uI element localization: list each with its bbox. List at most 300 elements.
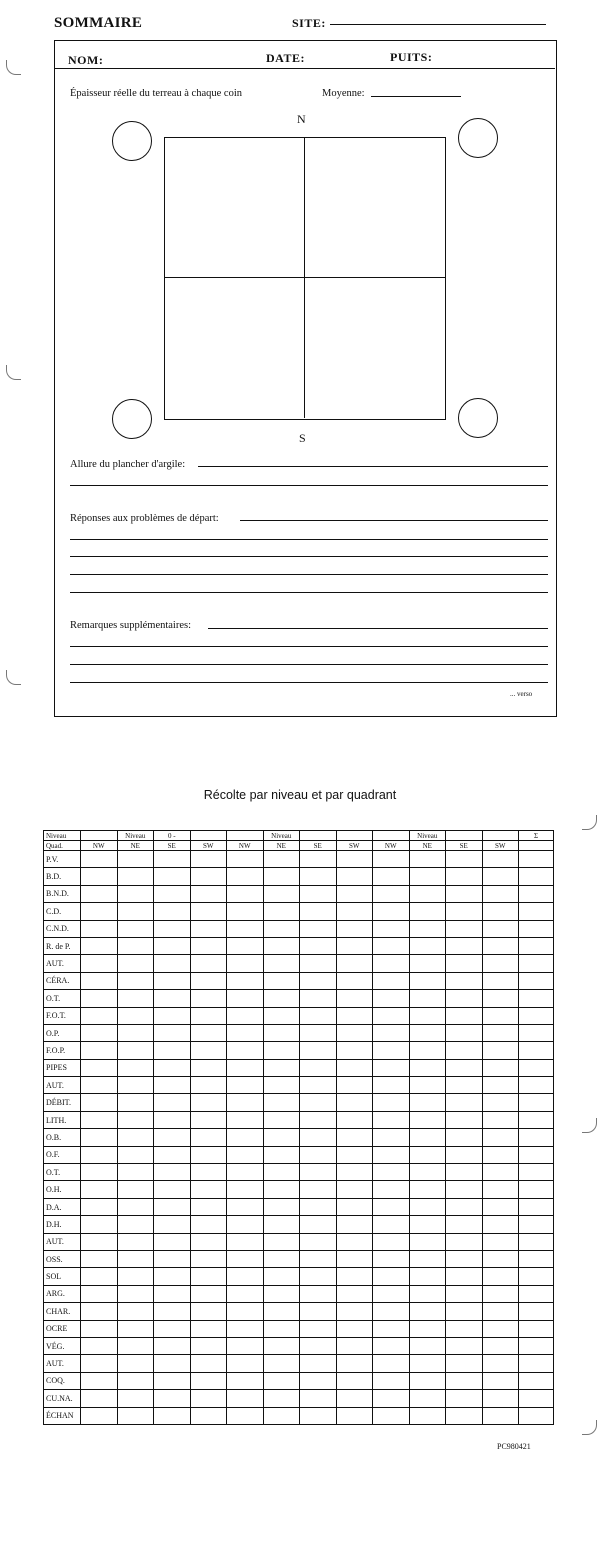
data-cell[interactable]: [117, 990, 154, 1007]
data-cell[interactable]: [446, 1390, 483, 1407]
data-cell[interactable]: [227, 851, 264, 868]
data-cell[interactable]: [227, 1007, 264, 1024]
data-cell[interactable]: [263, 1303, 300, 1320]
data-cell[interactable]: [227, 868, 264, 885]
data-cell[interactable]: [190, 1164, 227, 1181]
data-cell[interactable]: [446, 972, 483, 989]
data-cell[interactable]: [81, 937, 118, 954]
data-cell[interactable]: [336, 1007, 373, 1024]
data-cell[interactable]: [117, 937, 154, 954]
data-cell[interactable]: [409, 1007, 446, 1024]
data-cell[interactable]: [409, 1407, 446, 1424]
data-cell[interactable]: [190, 1337, 227, 1354]
data-cell[interactable]: [519, 1042, 554, 1059]
data-cell[interactable]: [154, 1407, 191, 1424]
data-cell[interactable]: [409, 1390, 446, 1407]
data-cell[interactable]: [227, 937, 264, 954]
data-cell[interactable]: [227, 920, 264, 937]
data-cell[interactable]: [227, 1250, 264, 1267]
data-cell[interactable]: [81, 1390, 118, 1407]
data-cell[interactable]: [190, 1268, 227, 1285]
data-cell[interactable]: [227, 1024, 264, 1041]
data-cell[interactable]: [117, 1337, 154, 1354]
data-cell[interactable]: [409, 1164, 446, 1181]
data-cell[interactable]: [482, 1042, 519, 1059]
data-cell[interactable]: [190, 885, 227, 902]
data-cell[interactable]: [227, 1164, 264, 1181]
data-cell[interactable]: [300, 1094, 337, 1111]
data-cell[interactable]: [519, 885, 554, 902]
data-cell[interactable]: [300, 1407, 337, 1424]
data-cell[interactable]: [263, 1250, 300, 1267]
data-cell[interactable]: [117, 868, 154, 885]
data-cell[interactable]: [190, 1024, 227, 1041]
data-cell[interactable]: [300, 990, 337, 1007]
data-cell[interactable]: [190, 1111, 227, 1128]
data-cell[interactable]: [300, 885, 337, 902]
data-cell[interactable]: [336, 1372, 373, 1389]
data-cell[interactable]: [446, 903, 483, 920]
data-cell[interactable]: [263, 1268, 300, 1285]
data-cell[interactable]: [446, 1129, 483, 1146]
data-cell[interactable]: [117, 1390, 154, 1407]
data-cell[interactable]: [336, 1337, 373, 1354]
data-cell[interactable]: [409, 955, 446, 972]
data-cell[interactable]: [117, 885, 154, 902]
data-cell[interactable]: [300, 1233, 337, 1250]
data-cell[interactable]: [409, 1059, 446, 1076]
data-cell[interactable]: [154, 1094, 191, 1111]
data-cell[interactable]: [117, 1077, 154, 1094]
data-cell[interactable]: [519, 1390, 554, 1407]
data-cell[interactable]: [190, 1320, 227, 1337]
data-cell[interactable]: [336, 1129, 373, 1146]
data-cell[interactable]: [263, 955, 300, 972]
data-cell[interactable]: [154, 1198, 191, 1215]
data-cell[interactable]: [300, 1198, 337, 1215]
data-cell[interactable]: [519, 972, 554, 989]
data-cell[interactable]: [190, 1285, 227, 1302]
data-cell[interactable]: [519, 1250, 554, 1267]
data-cell[interactable]: [81, 1216, 118, 1233]
data-cell[interactable]: [519, 1355, 554, 1372]
data-cell[interactable]: [300, 1146, 337, 1163]
data-cell[interactable]: [446, 1320, 483, 1337]
data-cell[interactable]: [446, 1146, 483, 1163]
data-cell[interactable]: [81, 851, 118, 868]
data-cell[interactable]: [81, 1007, 118, 1024]
answers-field[interactable]: [240, 520, 548, 521]
data-cell[interactable]: [190, 972, 227, 989]
data-cell[interactable]: [373, 1355, 410, 1372]
data-cell[interactable]: [373, 1077, 410, 1094]
data-cell[interactable]: [409, 1250, 446, 1267]
data-cell[interactable]: [81, 1146, 118, 1163]
data-cell[interactable]: [482, 1094, 519, 1111]
data-cell[interactable]: [482, 1285, 519, 1302]
data-cell[interactable]: [482, 1146, 519, 1163]
data-cell[interactable]: [446, 1303, 483, 1320]
data-cell[interactable]: [190, 1233, 227, 1250]
data-cell[interactable]: [154, 1355, 191, 1372]
data-cell[interactable]: [446, 1059, 483, 1076]
data-cell[interactable]: [482, 972, 519, 989]
data-cell[interactable]: [117, 1111, 154, 1128]
data-cell[interactable]: [482, 1337, 519, 1354]
data-cell[interactable]: [482, 1077, 519, 1094]
data-cell[interactable]: [81, 1181, 118, 1198]
data-cell[interactable]: [81, 1129, 118, 1146]
data-cell[interactable]: [373, 937, 410, 954]
data-cell[interactable]: [117, 1268, 154, 1285]
data-cell[interactable]: [300, 1372, 337, 1389]
data-cell[interactable]: [227, 1390, 264, 1407]
data-cell[interactable]: [409, 885, 446, 902]
data-cell[interactable]: [154, 1007, 191, 1024]
data-cell[interactable]: [482, 937, 519, 954]
data-cell[interactable]: [154, 1268, 191, 1285]
data-cell[interactable]: [154, 972, 191, 989]
data-cell[interactable]: [336, 885, 373, 902]
data-cell[interactable]: [300, 1164, 337, 1181]
data-cell[interactable]: [81, 1407, 118, 1424]
data-cell[interactable]: [409, 937, 446, 954]
data-cell[interactable]: [117, 1094, 154, 1111]
data-cell[interactable]: [373, 885, 410, 902]
site-field[interactable]: [330, 24, 546, 25]
data-cell[interactable]: [81, 1233, 118, 1250]
data-cell[interactable]: [263, 1390, 300, 1407]
data-cell[interactable]: [227, 1407, 264, 1424]
data-cell[interactable]: [446, 1285, 483, 1302]
data-cell[interactable]: [190, 851, 227, 868]
data-cell[interactable]: [154, 1181, 191, 1198]
data-cell[interactable]: [81, 1164, 118, 1181]
data-cell[interactable]: [519, 1094, 554, 1111]
data-cell[interactable]: [190, 903, 227, 920]
data-cell[interactable]: [482, 1024, 519, 1041]
data-cell[interactable]: [409, 1198, 446, 1215]
data-cell[interactable]: [190, 1198, 227, 1215]
data-cell[interactable]: [154, 851, 191, 868]
data-cell[interactable]: [300, 1129, 337, 1146]
data-cell[interactable]: [154, 1024, 191, 1041]
data-cell[interactable]: [300, 1320, 337, 1337]
data-cell[interactable]: [336, 1285, 373, 1302]
answers-field[interactable]: [70, 592, 548, 593]
data-cell[interactable]: [373, 1059, 410, 1076]
data-cell[interactable]: [263, 972, 300, 989]
data-cell[interactable]: [300, 972, 337, 989]
data-cell[interactable]: [117, 1146, 154, 1163]
data-cell[interactable]: [409, 1372, 446, 1389]
data-cell[interactable]: [300, 1042, 337, 1059]
data-cell[interactable]: [482, 1390, 519, 1407]
data-cell[interactable]: [373, 1129, 410, 1146]
data-cell[interactable]: [263, 1146, 300, 1163]
data-cell[interactable]: [336, 1407, 373, 1424]
data-cell[interactable]: [336, 1320, 373, 1337]
data-cell[interactable]: [300, 1355, 337, 1372]
data-cell[interactable]: [446, 1268, 483, 1285]
data-cell[interactable]: [336, 1268, 373, 1285]
data-cell[interactable]: [190, 1181, 227, 1198]
data-cell[interactable]: [446, 1216, 483, 1233]
data-cell[interactable]: [154, 990, 191, 1007]
data-cell[interactable]: [81, 1024, 118, 1041]
data-cell[interactable]: [263, 1233, 300, 1250]
data-cell[interactable]: [373, 920, 410, 937]
data-cell[interactable]: [373, 1146, 410, 1163]
remarks-field[interactable]: [70, 664, 548, 665]
data-cell[interactable]: [336, 868, 373, 885]
data-cell[interactable]: [446, 1233, 483, 1250]
data-cell[interactable]: [227, 955, 264, 972]
data-cell[interactable]: [81, 1337, 118, 1354]
data-cell[interactable]: [227, 1181, 264, 1198]
data-cell[interactable]: [519, 937, 554, 954]
data-cell[interactable]: [263, 920, 300, 937]
clay-floor-field[interactable]: [198, 466, 548, 467]
remarks-field[interactable]: [70, 646, 548, 647]
data-cell[interactable]: [300, 1007, 337, 1024]
data-cell[interactable]: [373, 1268, 410, 1285]
data-cell[interactable]: [336, 1146, 373, 1163]
data-cell[interactable]: [336, 903, 373, 920]
data-cell[interactable]: [336, 1303, 373, 1320]
data-cell[interactable]: [263, 1129, 300, 1146]
remarks-field[interactable]: [208, 628, 548, 629]
data-cell[interactable]: [519, 1233, 554, 1250]
data-cell[interactable]: [227, 1094, 264, 1111]
data-cell[interactable]: [409, 1285, 446, 1302]
data-cell[interactable]: [482, 1268, 519, 1285]
data-cell[interactable]: [190, 1077, 227, 1094]
data-cell[interactable]: [519, 1198, 554, 1215]
data-cell[interactable]: [81, 1111, 118, 1128]
data-cell[interactable]: [300, 1268, 337, 1285]
data-cell[interactable]: [446, 1077, 483, 1094]
data-cell[interactable]: [446, 990, 483, 1007]
data-cell[interactable]: [154, 1285, 191, 1302]
data-cell[interactable]: [154, 1129, 191, 1146]
data-cell[interactable]: [117, 1216, 154, 1233]
data-cell[interactable]: [227, 1233, 264, 1250]
data-cell[interactable]: [190, 1390, 227, 1407]
data-cell[interactable]: [81, 1042, 118, 1059]
data-cell[interactable]: [190, 1007, 227, 1024]
data-cell[interactable]: [446, 1250, 483, 1267]
data-cell[interactable]: [300, 1024, 337, 1041]
data-cell[interactable]: [227, 1268, 264, 1285]
data-cell[interactable]: [409, 1094, 446, 1111]
data-cell[interactable]: [227, 1129, 264, 1146]
data-cell[interactable]: [227, 990, 264, 1007]
data-cell[interactable]: [373, 990, 410, 1007]
data-cell[interactable]: [519, 1024, 554, 1041]
data-cell[interactable]: [300, 955, 337, 972]
data-cell[interactable]: [446, 1198, 483, 1215]
data-cell[interactable]: [373, 1181, 410, 1198]
data-cell[interactable]: [336, 851, 373, 868]
data-cell[interactable]: [117, 1320, 154, 1337]
data-cell[interactable]: [373, 903, 410, 920]
data-cell[interactable]: [263, 1007, 300, 1024]
data-cell[interactable]: [519, 1303, 554, 1320]
data-cell[interactable]: [336, 1181, 373, 1198]
data-cell[interactable]: [409, 1216, 446, 1233]
data-cell[interactable]: [519, 1111, 554, 1128]
data-cell[interactable]: [482, 1372, 519, 1389]
average-field[interactable]: [371, 96, 461, 97]
data-cell[interactable]: [336, 1390, 373, 1407]
data-cell[interactable]: [81, 1268, 118, 1285]
data-cell[interactable]: [227, 1111, 264, 1128]
data-cell[interactable]: [336, 972, 373, 989]
data-cell[interactable]: [81, 1094, 118, 1111]
data-cell[interactable]: [227, 1372, 264, 1389]
data-cell[interactable]: [482, 1059, 519, 1076]
data-cell[interactable]: [482, 1250, 519, 1267]
data-cell[interactable]: [519, 1059, 554, 1076]
data-cell[interactable]: [482, 1164, 519, 1181]
data-cell[interactable]: [227, 1285, 264, 1302]
data-cell[interactable]: [482, 1303, 519, 1320]
data-cell[interactable]: [154, 1250, 191, 1267]
data-cell[interactable]: [117, 1303, 154, 1320]
data-cell[interactable]: [190, 1372, 227, 1389]
answers-field[interactable]: [70, 539, 548, 540]
data-cell[interactable]: [336, 1355, 373, 1372]
data-cell[interactable]: [81, 903, 118, 920]
data-cell[interactable]: [336, 1094, 373, 1111]
data-cell[interactable]: [300, 903, 337, 920]
data-cell[interactable]: [227, 1337, 264, 1354]
data-cell[interactable]: [336, 955, 373, 972]
data-cell[interactable]: [336, 1216, 373, 1233]
data-cell[interactable]: [154, 1077, 191, 1094]
data-cell[interactable]: [300, 1181, 337, 1198]
data-cell[interactable]: [190, 1407, 227, 1424]
data-cell[interactable]: [154, 903, 191, 920]
data-cell[interactable]: [263, 851, 300, 868]
data-cell[interactable]: [117, 1233, 154, 1250]
data-cell[interactable]: [482, 1216, 519, 1233]
data-cell[interactable]: [263, 1059, 300, 1076]
data-cell[interactable]: [519, 1129, 554, 1146]
data-cell[interactable]: [263, 1337, 300, 1354]
data-cell[interactable]: [373, 1390, 410, 1407]
data-cell[interactable]: [373, 1007, 410, 1024]
data-cell[interactable]: [482, 1129, 519, 1146]
data-cell[interactable]: [373, 1042, 410, 1059]
data-cell[interactable]: [446, 1007, 483, 1024]
data-cell[interactable]: [482, 955, 519, 972]
data-cell[interactable]: [446, 868, 483, 885]
data-cell[interactable]: [446, 1355, 483, 1372]
data-cell[interactable]: [373, 1164, 410, 1181]
data-cell[interactable]: [482, 903, 519, 920]
data-cell[interactable]: [409, 1303, 446, 1320]
data-cell[interactable]: [336, 1233, 373, 1250]
data-cell[interactable]: [154, 1164, 191, 1181]
data-cell[interactable]: [263, 885, 300, 902]
data-cell[interactable]: [336, 920, 373, 937]
data-cell[interactable]: [81, 972, 118, 989]
data-cell[interactable]: [519, 1268, 554, 1285]
data-cell[interactable]: [482, 851, 519, 868]
data-cell[interactable]: [117, 1059, 154, 1076]
data-cell[interactable]: [154, 1146, 191, 1163]
data-cell[interactable]: [81, 1355, 118, 1372]
answers-field[interactable]: [70, 574, 548, 575]
data-cell[interactable]: [482, 1007, 519, 1024]
data-cell[interactable]: [117, 1407, 154, 1424]
data-cell[interactable]: [519, 1407, 554, 1424]
data-cell[interactable]: [81, 1077, 118, 1094]
data-cell[interactable]: [263, 1407, 300, 1424]
data-cell[interactable]: [446, 1094, 483, 1111]
data-cell[interactable]: [117, 1355, 154, 1372]
data-cell[interactable]: [482, 990, 519, 1007]
data-cell[interactable]: [154, 1111, 191, 1128]
data-cell[interactable]: [409, 1355, 446, 1372]
data-cell[interactable]: [227, 1303, 264, 1320]
data-cell[interactable]: [263, 868, 300, 885]
data-cell[interactable]: [373, 1198, 410, 1215]
data-cell[interactable]: [482, 1355, 519, 1372]
data-cell[interactable]: [81, 990, 118, 1007]
data-cell[interactable]: [446, 1024, 483, 1041]
data-cell[interactable]: [300, 1111, 337, 1128]
data-cell[interactable]: [409, 1077, 446, 1094]
data-cell[interactable]: [446, 1337, 483, 1354]
data-cell[interactable]: [519, 1146, 554, 1163]
data-cell[interactable]: [482, 868, 519, 885]
data-cell[interactable]: [190, 1059, 227, 1076]
data-cell[interactable]: [154, 1372, 191, 1389]
data-cell[interactable]: [117, 1024, 154, 1041]
data-cell[interactable]: [373, 1303, 410, 1320]
data-cell[interactable]: [446, 1164, 483, 1181]
data-cell[interactable]: [227, 1059, 264, 1076]
data-cell[interactable]: [373, 1024, 410, 1041]
data-cell[interactable]: [227, 1320, 264, 1337]
data-cell[interactable]: [190, 955, 227, 972]
answers-field[interactable]: [70, 556, 548, 557]
data-cell[interactable]: [336, 937, 373, 954]
data-cell[interactable]: [154, 920, 191, 937]
data-cell[interactable]: [409, 972, 446, 989]
data-cell[interactable]: [300, 937, 337, 954]
data-cell[interactable]: [117, 851, 154, 868]
data-cell[interactable]: [190, 990, 227, 1007]
data-cell[interactable]: [117, 1250, 154, 1267]
data-cell[interactable]: [409, 1111, 446, 1128]
data-cell[interactable]: [190, 920, 227, 937]
data-cell[interactable]: [336, 1077, 373, 1094]
data-cell[interactable]: [81, 885, 118, 902]
data-cell[interactable]: [300, 1390, 337, 1407]
data-cell[interactable]: [446, 955, 483, 972]
data-cell[interactable]: [336, 1111, 373, 1128]
data-cell[interactable]: [373, 1094, 410, 1111]
data-cell[interactable]: [409, 1024, 446, 1041]
data-cell[interactable]: [81, 1198, 118, 1215]
data-cell[interactable]: [81, 1285, 118, 1302]
data-cell[interactable]: [482, 1198, 519, 1215]
data-cell[interactable]: [519, 868, 554, 885]
